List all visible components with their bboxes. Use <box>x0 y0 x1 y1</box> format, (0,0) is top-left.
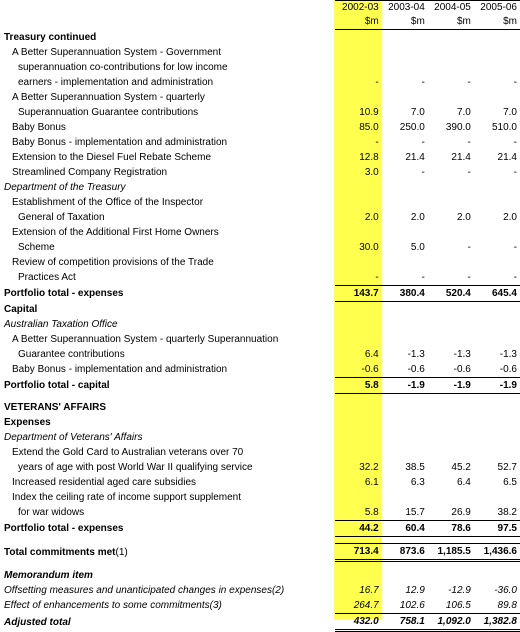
row-label <box>0 180 335 195</box>
value-cell: - <box>513 137 517 148</box>
value-cell <box>428 317 474 332</box>
row-label <box>0 165 335 180</box>
table-row <box>0 505 520 521</box>
value-cell: 89.8 <box>497 600 517 611</box>
value-cell <box>474 195 520 210</box>
value-cell <box>335 317 382 332</box>
row-label-text: Department of the Treasury <box>4 182 126 193</box>
table-row <box>0 460 520 475</box>
row-label-text: Index the ceiling rate of income support supplement <box>12 492 242 503</box>
value-cell: 21.4 <box>451 152 471 163</box>
value-cell <box>428 30 474 46</box>
table-row <box>0 378 520 394</box>
value-cell <box>428 400 474 415</box>
value-cell: - <box>421 77 425 88</box>
value-cell: 52.7 <box>497 462 517 473</box>
value-cell <box>335 430 382 445</box>
table-row <box>0 30 520 46</box>
table-row <box>0 210 520 225</box>
row-label-text: Scheme <box>18 242 55 253</box>
row-label <box>0 400 335 415</box>
value-cell <box>474 90 520 105</box>
value-cell <box>335 400 382 415</box>
table-row <box>0 286 520 302</box>
value-cell: - <box>421 272 425 283</box>
value-cell <box>474 332 520 347</box>
value-cell <box>382 195 428 210</box>
row-label-text: earners - implementation and administration <box>18 77 214 88</box>
value-cell <box>382 537 428 544</box>
value-cell <box>428 45 474 60</box>
value-cell: - <box>467 272 471 283</box>
value-cell <box>474 30 520 46</box>
value-cell: 7.0 <box>503 107 517 118</box>
table-row <box>0 614 520 631</box>
value-cell <box>382 561 428 569</box>
value-cell: 1,382.8 <box>474 614 520 631</box>
value-cell <box>382 302 428 318</box>
value-cell <box>428 180 474 195</box>
table-row <box>0 317 520 332</box>
value-cell <box>382 60 428 75</box>
value-cell <box>474 430 520 445</box>
value-cell <box>382 30 428 46</box>
row-label <box>0 195 335 210</box>
value-cell: 380.4 <box>382 286 428 302</box>
table-row <box>0 45 520 60</box>
value-cell <box>428 60 474 75</box>
value-cell <box>335 490 382 505</box>
row-label-text: Streamlined Company Registration <box>12 167 168 178</box>
header-unit: $m <box>428 15 474 30</box>
row-label-text: Portfolio total - capital <box>4 380 110 391</box>
row-label <box>0 120 335 135</box>
row-label <box>0 521 335 537</box>
header-year: 2004-05 <box>428 1 474 16</box>
row-label <box>0 150 335 165</box>
row-label <box>0 490 335 505</box>
row-label <box>0 332 335 347</box>
value-cell: 2.0 <box>364 212 379 223</box>
table-row <box>0 332 520 347</box>
value-cell <box>382 400 428 415</box>
table-row <box>0 150 520 165</box>
value-cell <box>474 225 520 240</box>
row-label <box>0 302 335 318</box>
value-cell <box>335 45 382 60</box>
value-cell: - <box>375 137 379 148</box>
header-unit: $m <box>474 15 520 30</box>
row-label-text: Extension to the Diesel Fuel Rebate Scheme <box>12 152 211 163</box>
value-cell <box>474 400 520 415</box>
header-unit: $m <box>382 15 428 30</box>
value-cell: 873.6 <box>382 544 428 561</box>
table-row <box>0 302 520 318</box>
value-cell: 6.4 <box>364 349 379 360</box>
row-label <box>0 286 335 302</box>
row-label-text: for war widows <box>18 507 85 519</box>
value-cell <box>474 45 520 60</box>
value-cell: 15.7 <box>405 507 425 518</box>
row-label-text: General of Taxation <box>18 212 105 223</box>
value-cell <box>428 445 474 460</box>
row-label-text: Expenses <box>4 417 51 428</box>
table-row <box>0 270 520 286</box>
value-cell <box>335 60 382 75</box>
value-cell: 143.7 <box>335 286 382 302</box>
row-label-text: Offsetting measures and unanticipated changes in expenses(2) <box>4 585 285 596</box>
value-cell: 21.4 <box>405 152 425 163</box>
value-cell: -1.9 <box>382 378 428 394</box>
value-cell: 16.7 <box>359 585 379 596</box>
table-row <box>0 598 520 614</box>
value-cell: 106.5 <box>445 600 471 611</box>
row-label <box>0 317 335 332</box>
value-cell: 6.4 <box>456 477 471 488</box>
value-cell <box>382 415 428 430</box>
table-row <box>0 135 520 150</box>
footnote-ref: (1) <box>115 546 128 558</box>
value-cell: 713.4 <box>335 544 382 561</box>
value-cell: 7.0 <box>410 107 425 118</box>
row-label <box>0 105 335 120</box>
row-label <box>0 568 335 583</box>
value-cell <box>382 317 428 332</box>
value-cell: 2.0 <box>503 212 517 223</box>
header-blank <box>0 15 335 30</box>
row-label <box>0 75 335 90</box>
row-label <box>0 583 335 598</box>
row-label <box>0 45 335 60</box>
value-cell: 264.7 <box>353 600 379 611</box>
value-cell: 1,436.6 <box>474 544 520 561</box>
value-cell: 645.4 <box>474 286 520 302</box>
row-label-text: Guarantee contributions <box>18 349 125 360</box>
value-cell <box>474 302 520 318</box>
value-cell <box>382 490 428 505</box>
value-cell: 6.1 <box>364 477 379 488</box>
value-cell: 520.4 <box>428 286 474 302</box>
value-cell <box>474 60 520 75</box>
value-cell <box>428 302 474 318</box>
value-cell <box>428 255 474 270</box>
row-label-text: Portfolio total - expenses <box>4 523 124 534</box>
table-row <box>0 347 520 362</box>
row-label-text: Baby Bonus <box>12 122 66 133</box>
value-cell <box>382 225 428 240</box>
row-label-text: Capital <box>4 303 38 315</box>
value-cell <box>428 225 474 240</box>
value-cell <box>474 445 520 460</box>
value-cell <box>382 568 428 583</box>
row-label <box>0 561 335 569</box>
row-label <box>0 445 335 460</box>
row-label <box>0 60 335 75</box>
value-cell: -1.9 <box>474 378 520 394</box>
row-label <box>0 598 335 614</box>
row-label <box>0 537 335 544</box>
header-blank <box>0 1 335 16</box>
value-cell: - <box>421 137 425 148</box>
value-cell <box>382 430 428 445</box>
value-cell: -0.6 <box>499 364 517 375</box>
value-cell: -0.6 <box>453 364 471 375</box>
value-cell <box>428 568 474 583</box>
row-label-text: Baby Bonus - implementation and administration <box>12 137 228 148</box>
value-cell: 7.0 <box>456 107 471 118</box>
value-cell <box>428 195 474 210</box>
value-cell: -0.6 <box>361 364 379 375</box>
value-cell <box>335 302 382 318</box>
table-row <box>0 225 520 240</box>
value-cell: 1,092.0 <box>428 614 474 631</box>
value-cell <box>474 568 520 583</box>
value-cell: - <box>375 272 379 283</box>
value-cell: 2.0 <box>456 212 471 223</box>
value-cell: 38.5 <box>405 462 425 473</box>
row-label-text: Extend the Gold Card to Australian veterans over 70 <box>12 447 244 458</box>
value-cell: 44.2 <box>335 521 382 537</box>
value-cell <box>382 90 428 105</box>
value-cell <box>335 180 382 195</box>
value-cell: 12.8 <box>359 152 379 163</box>
value-cell <box>474 317 520 332</box>
value-cell: 30.0 <box>359 242 379 253</box>
value-cell: 1,185.5 <box>428 544 474 561</box>
row-label-text: Review of competition provisions of the Trade <box>12 257 214 268</box>
row-label-text: Increased residential aged care subsidies <box>12 477 196 488</box>
row-label <box>0 460 335 475</box>
value-cell: - <box>467 242 471 253</box>
value-cell <box>382 445 428 460</box>
value-cell: 5.8 <box>364 507 379 518</box>
table-row <box>0 165 520 180</box>
value-cell: -36.0 <box>494 585 517 596</box>
value-cell: 45.2 <box>451 462 471 473</box>
value-cell: -1.9 <box>428 378 474 394</box>
row-label <box>0 210 335 225</box>
header-years-row <box>0 1 520 16</box>
value-cell: -1.3 <box>407 349 425 360</box>
table-row <box>0 475 520 490</box>
value-cell: - <box>467 77 471 88</box>
table-row <box>0 445 520 460</box>
header-year: 2002-03 <box>335 1 382 16</box>
row-label <box>0 255 335 270</box>
value-cell <box>382 180 428 195</box>
value-cell: 21.4 <box>497 152 517 163</box>
value-cell: - <box>375 77 379 88</box>
header-year: 2005-06 <box>474 1 520 16</box>
table-row <box>0 544 520 561</box>
value-cell: 12.9 <box>405 585 425 596</box>
value-cell: 6.3 <box>410 477 425 488</box>
table-row <box>0 255 520 270</box>
value-cell <box>335 537 382 544</box>
row-label-text: Treasury continued <box>4 31 97 43</box>
value-cell: 38.2 <box>497 507 517 518</box>
value-cell: 510.0 <box>491 122 517 133</box>
row-label-text: Australian Taxation Office <box>4 319 118 330</box>
value-cell: - <box>467 137 471 148</box>
row-label-text: Practices Act <box>18 272 76 284</box>
row-label-text: A Better Superannuation System - Government <box>12 47 221 58</box>
row-label <box>0 378 335 394</box>
row-label <box>0 614 335 631</box>
value-cell <box>335 225 382 240</box>
value-cell <box>474 490 520 505</box>
value-cell: 390.0 <box>445 122 471 133</box>
value-cell: -12.9 <box>448 585 471 596</box>
row-label-text: Extension of the Additional First Home Owners <box>12 227 219 238</box>
row-label <box>0 362 335 378</box>
value-cell: 6.5 <box>503 477 517 488</box>
row-label-text: years of age with post World War II qualifying service <box>18 462 253 473</box>
value-cell: 432.0 <box>335 614 382 631</box>
table-row <box>0 75 520 90</box>
value-cell: 102.6 <box>399 600 425 611</box>
header-year: 2003-04 <box>382 1 428 16</box>
value-cell: 10.9 <box>359 107 379 118</box>
row-label <box>0 30 335 46</box>
header-units-row <box>0 15 520 30</box>
table-row <box>0 490 520 505</box>
value-cell: 26.9 <box>451 507 471 518</box>
value-cell: 5.8 <box>335 378 382 394</box>
value-cell: 758.1 <box>382 614 428 631</box>
value-cell <box>474 415 520 430</box>
row-label <box>0 544 335 561</box>
value-cell: - <box>513 242 517 253</box>
table-row <box>0 561 520 569</box>
value-cell: - <box>513 77 517 88</box>
value-cell <box>335 568 382 583</box>
row-label <box>0 270 335 286</box>
row-label-text: superannuation co-contributions for low income <box>18 62 228 73</box>
row-label-text: Memorandum item <box>4 570 93 581</box>
value-cell: 60.4 <box>382 521 428 537</box>
value-cell <box>428 537 474 544</box>
row-label-text: Adjusted total <box>4 616 71 628</box>
row-label-text: Establishment of the Office of the Inspector <box>12 197 204 208</box>
value-cell <box>428 561 474 569</box>
row-label-text: A Better Superannuation System - quarterly <box>12 92 205 103</box>
value-cell <box>335 195 382 210</box>
row-label <box>0 135 335 150</box>
value-cell: - <box>467 167 471 178</box>
table-row <box>0 415 520 430</box>
table-row <box>0 400 520 415</box>
value-cell: 78.6 <box>428 521 474 537</box>
row-label <box>0 225 335 240</box>
value-cell <box>428 490 474 505</box>
value-cell <box>335 445 382 460</box>
value-cell <box>335 415 382 430</box>
row-label <box>0 430 335 445</box>
row-label-text: Department of Veterans' Affairs <box>4 432 143 443</box>
table-row <box>0 105 520 120</box>
value-cell: 2.0 <box>410 212 425 223</box>
value-cell: 250.0 <box>399 122 425 133</box>
value-cell: 3.0 <box>364 167 379 178</box>
row-label <box>0 505 335 521</box>
row-label <box>0 240 335 255</box>
value-cell <box>335 561 382 569</box>
value-cell: -0.6 <box>407 364 425 375</box>
row-label-text: Superannuation Guarantee contributions <box>18 107 199 118</box>
table-row <box>0 568 520 583</box>
value-cell <box>335 30 382 46</box>
value-cell <box>428 430 474 445</box>
value-cell: -1.3 <box>499 349 517 360</box>
row-label <box>0 347 335 362</box>
table-body <box>0 30 520 631</box>
row-label-text: Effect of enhancements to some commitments(3) <box>4 600 222 612</box>
header-unit: $m <box>335 15 382 30</box>
value-cell <box>335 255 382 270</box>
table-row <box>0 537 520 544</box>
table-row <box>0 240 520 255</box>
table-row <box>0 521 520 537</box>
value-cell <box>474 561 520 569</box>
value-cell: 97.5 <box>474 521 520 537</box>
value-cell: 32.2 <box>359 462 379 473</box>
table-row <box>0 90 520 105</box>
table-row <box>0 430 520 445</box>
row-label-text: VETERANS' AFFAIRS <box>4 402 107 413</box>
value-cell: 5.0 <box>410 242 425 253</box>
table-row <box>0 180 520 195</box>
value-cell <box>335 90 382 105</box>
value-cell: -1.3 <box>453 349 471 360</box>
table-row <box>0 583 520 598</box>
table-row <box>0 195 520 210</box>
value-cell <box>428 332 474 347</box>
value-cell <box>382 45 428 60</box>
table-row <box>0 362 520 378</box>
value-cell: - <box>421 167 425 178</box>
value-cell <box>474 255 520 270</box>
row-label-text: Baby Bonus - implementation and administration <box>12 364 228 376</box>
table-row <box>0 60 520 75</box>
row-label-text: Portfolio total - expenses <box>4 288 124 299</box>
value-cell <box>382 255 428 270</box>
row-label <box>0 415 335 430</box>
row-label-text: Total commitments met <box>4 546 116 558</box>
table-row <box>0 120 520 135</box>
value-cell <box>428 415 474 430</box>
row-label <box>0 475 335 490</box>
value-cell <box>474 180 520 195</box>
value-cell: - <box>513 167 517 178</box>
row-label <box>0 90 335 105</box>
value-cell: - <box>513 272 517 283</box>
row-label-text: A Better Superannuation System - quarterly Superannuation <box>12 334 279 345</box>
value-cell <box>474 537 520 544</box>
value-cell <box>382 332 428 347</box>
value-cell <box>335 332 382 347</box>
value-cell: 85.0 <box>359 122 379 133</box>
value-cell <box>428 90 474 105</box>
